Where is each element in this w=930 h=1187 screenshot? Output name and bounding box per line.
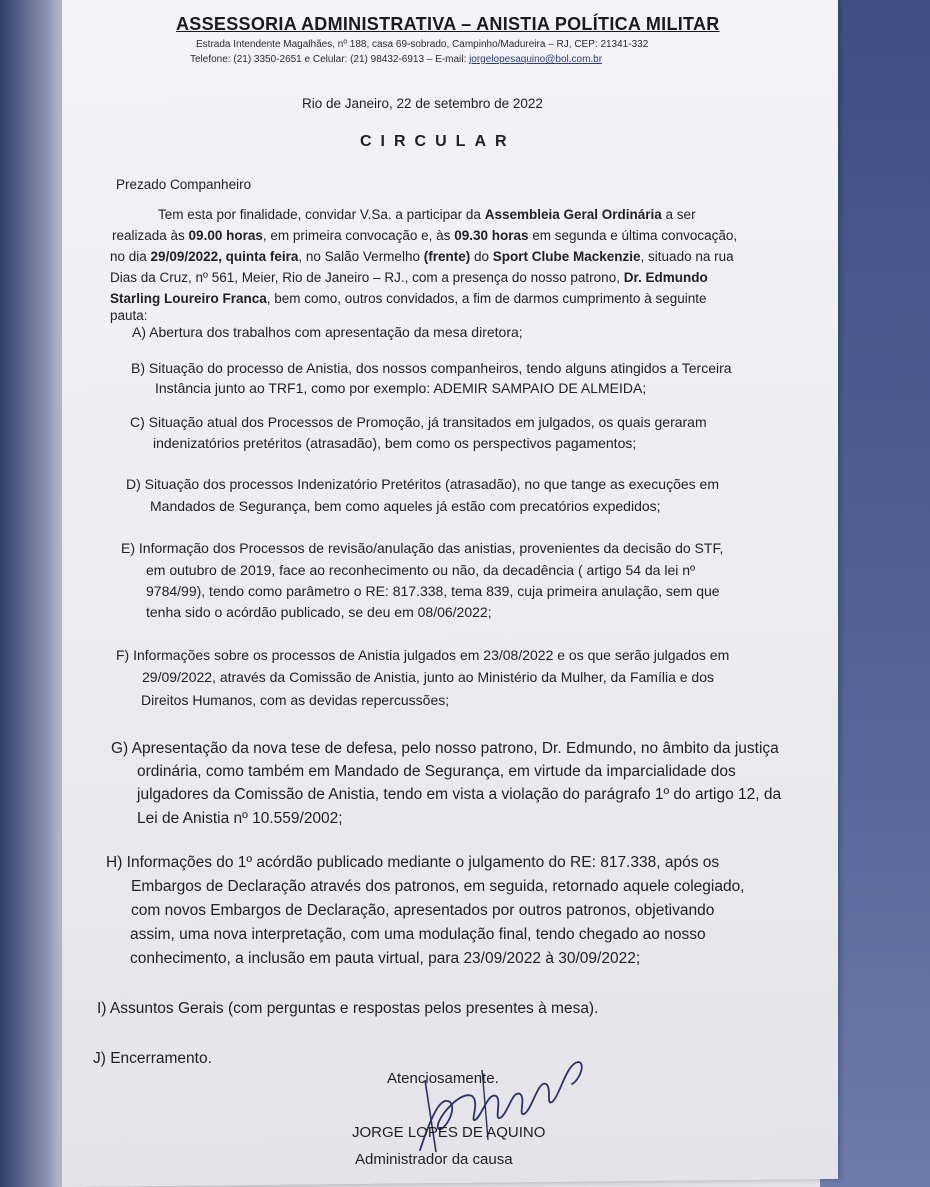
agenda-item-h-line-3: com novos Embargos de Declaração, apresentados por outros patronos, objetivando	[131, 902, 715, 919]
intro-text: em segunda e última convocação,	[528, 228, 738, 243]
agenda-item-g-line-2: ordinária, como também em Mandado de Segurança, em virtude da imparcialidade dos	[137, 763, 736, 780]
agenda-item-h-line-5: conhecimento, a inclusão em pauta virtual, para 23/09/2022 à 30/09/2022;	[130, 950, 641, 967]
intro-text: , no Salão Vermelho	[298, 249, 424, 264]
intro-text: realizada às	[112, 228, 189, 243]
agenda-item-c-line-2: indenizatórios pretéritos (atrasadão), bem como os perspectivos pagamentos;	[153, 435, 637, 451]
agenda-item-a: A) Abertura dos trabalhos com apresentação da mesa diretora;	[132, 324, 523, 340]
intro-text: no dia	[110, 249, 151, 264]
agenda-item-i: I) Assuntos Gerais (com perguntas e respostas pelos presentes à mesa).	[97, 1000, 599, 1017]
agenda-item-e-line-3: 9784/99), tendo como parâmetro o RE: 817.338, tema 839, cuja primeira anulação, sem que	[146, 583, 720, 599]
agenda-item-g-line-1: G) Apresentação da nova tese de defesa, pelo nosso patrono, Dr. Edmundo, no âmbito da justiça	[111, 740, 779, 757]
intro-line-6: pauta:	[110, 308, 148, 323]
agenda-item-f-line-1: F) Informações sobre os processos de Anistia julgados em 23/08/2022 e os que serão julgados em	[116, 647, 730, 663]
intro-emphasis: Sport Clube Mackenzie	[492, 249, 641, 264]
intro-text: Dias da Cruz, nº 561, Meier, Rio de Janeiro – RJ., com a presença do nosso patrono,	[110, 270, 624, 285]
agenda-item-g-line-3: julgadores da Comissão de Anistia, tendo em vista a violação do parágrafo 1º do artigo 12, da	[137, 786, 782, 803]
intro-line-1	[158, 205, 696, 225]
agenda-item-e-line-4: tenha sido o acórdão publicado, se deu em 08/06/2022;	[146, 604, 492, 620]
letterhead-address: Estrada Intendente Magalhães, nº 188, casa 69-sobrado, Campinho/Madureira – RJ, CEP: 21341-332	[196, 39, 649, 50]
letterhead-phone: Telefone: (21) 3350-2651 e Celular: (21) 98432-6913 – E-mail:	[190, 54, 467, 65]
intro-emphasis: 09.30 horas	[454, 228, 529, 243]
intro-text: Tem esta por finalidade, convidar V.Sa. a participar da	[158, 207, 485, 222]
letter-date: Rio de Janeiro, 22 de setembro de 2022	[302, 96, 543, 111]
intro-line-4	[110, 268, 708, 288]
letterhead-title: ASSESSORIA ADMINISTRATIVA – ANISTIA POLÍTICA MILITAR	[176, 14, 720, 34]
intro-text: , situado na rua	[640, 249, 734, 264]
agenda-item-h-line-1: H) Informações do 1º acórdão publicado mediante o julgamento do RE: 817.338, após os	[106, 854, 720, 871]
signer-name: JORGE LOPES DE AQUINO	[352, 1124, 546, 1141]
intro-emphasis: 09.00 horas	[188, 228, 263, 243]
intro-text: do	[470, 249, 493, 264]
intro-line-5	[110, 289, 707, 309]
agenda-item-f-line-2: 29/09/2022, através da Comissão de Anistia, junto ao Ministério da Mulher, da Família e dos	[142, 669, 714, 685]
agenda-item-b-line-1: B) Situação do processo de Anistia, dos nossos companheiros, tendo alguns atingidos a Terceira	[131, 360, 732, 376]
closing-salutation: Atenciosamente.	[387, 1070, 499, 1087]
intro-emphasis: (frente)	[423, 249, 471, 264]
agenda-item-j: J) Encerramento.	[93, 1050, 212, 1067]
intro-emphasis: Assembleia Geral Ordinária	[484, 207, 662, 222]
letterhead-contact	[190, 54, 602, 65]
intro-line-3	[110, 247, 734, 267]
intro-emphasis: Dr. Edmundo	[623, 270, 708, 285]
agenda-item-d-line-2: Mandados de Segurança, bem como aqueles já estão com precatórios expedidos;	[150, 498, 661, 514]
agenda-item-g-line-4: Lei de Anistia nº 10.559/2002;	[137, 810, 343, 827]
agenda-item-d-line-1: D) Situação dos processos Indenizatório Pretéritos (atrasadão), no que tange as execuções em	[126, 476, 719, 492]
intro-text: a ser	[661, 207, 696, 222]
agenda-item-e-line-2: em outubro de 2019, face ao reconhecimento ou não, da decadência ( artigo 54 da lei nº	[146, 562, 696, 578]
intro-emphasis: 29/09/2022, quinta feira	[150, 249, 299, 264]
signer-role: Administrador da causa	[355, 1151, 513, 1168]
intro-text: , bem como, outros convidados, a fim de darmos cumprimento à seguinte	[266, 291, 707, 306]
intro-emphasis: Starling Loureiro Franca	[110, 291, 267, 306]
agenda-item-h-line-4: assim, uma nova interpretação, com uma modulação final, tendo chegado ao nosso	[130, 926, 706, 943]
agenda-item-h-line-2: Embargos de Declaração através dos patronos, em seguida, retornado aquele colegiado,	[131, 878, 745, 895]
agenda-item-c-line-1: C) Situação atual dos Processos de Promoção, já transitados em julgados, os quais geraram	[130, 414, 707, 430]
agenda-item-b-line-2: Instância junto ao TRF1, como por exemplo: ADEMIR SAMPAIO DE ALMEIDA;	[155, 380, 647, 396]
letterhead-email[interactable]: jorgelopesaquino@bol.com.br	[469, 54, 603, 65]
greeting: Prezado Companheiro	[116, 177, 252, 192]
agenda-item-e-line-1: E) Informação dos Processos de revisão/anulação das anistias, provenientes da decisão do STF,	[121, 540, 724, 556]
intro-line-2	[112, 226, 737, 246]
circular-heading: CIRCULAR	[360, 133, 516, 150]
handwritten-signature	[380, 1040, 600, 1160]
intro-text: , em primeira convocação e, às	[262, 228, 455, 243]
agenda-item-f-line-3: Direitos Humanos, com as devidas repercussões;	[141, 692, 450, 708]
